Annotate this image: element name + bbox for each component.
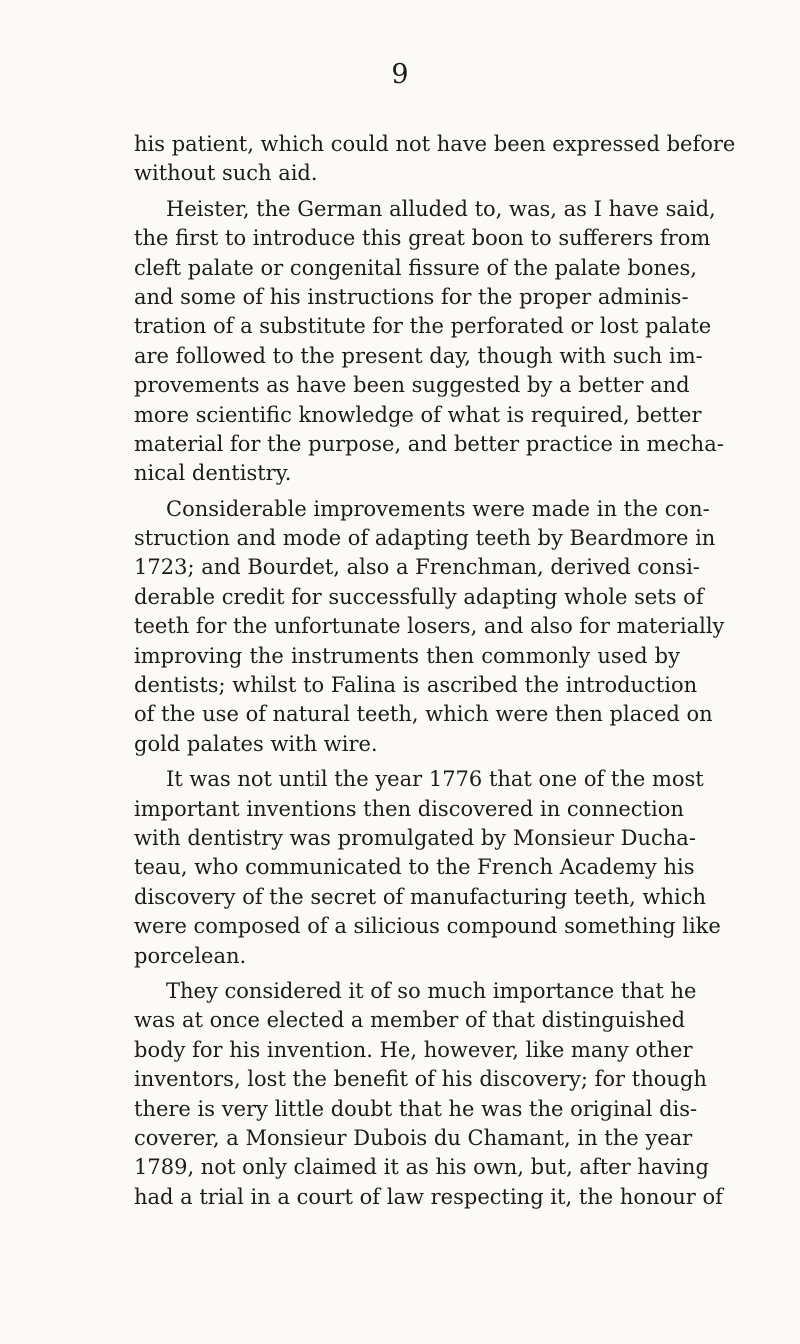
- text-line: important inventions then discovered in connection: [134, 796, 684, 821]
- text-line: there is very little doubt that he was the original dis-: [134, 1096, 698, 1121]
- text-line: were composed of a silicious compound something like: [134, 914, 721, 939]
- text-line: teeth for the unfortunate losers, and also for materially: [134, 614, 725, 639]
- page-number: 9: [391, 59, 409, 90]
- text-line: provements as have been suggested by a better and: [134, 373, 690, 398]
- text-line: struction and mode of adapting teeth by Beardmore in: [134, 526, 716, 551]
- text-line: 1789, not only claimed it as his own, but, after having: [134, 1155, 709, 1180]
- paragraph: [134, 195, 724, 489]
- text-line: Considerable improvements were made in the con-: [166, 496, 710, 521]
- text-line: They considered it of so much importance that he: [166, 978, 697, 1003]
- text-line: nical dentistry.: [134, 461, 292, 486]
- text-line: improving the instruments then commonly used by: [134, 643, 680, 668]
- text-line: dentists; whilst to Falina is ascribed the introduction: [134, 673, 698, 698]
- text-line: his patient, which could not have been expressed before: [134, 132, 736, 156]
- text-line: inventors, lost the benefit of his discovery; for though: [134, 1067, 707, 1092]
- text-line: Heister, the German alluded to, was, as I have said,: [166, 196, 716, 221]
- text-line: of the use of natural teeth, which were then placed on: [134, 702, 713, 727]
- text-line: derable credit for successfully adapting whole sets of: [134, 584, 704, 609]
- text-line: gold palates with wire.: [134, 731, 378, 756]
- text-line: the first to introduce this great boon to sufferers from: [134, 226, 711, 251]
- text-line: 1723; and Bourdet, also a Frenchman, derived consi-: [134, 555, 700, 580]
- text-line: coverer, a Monsieur Dubois du Chamant, in the year: [134, 1125, 693, 1150]
- text-line: had a trial in a court of law respecting it, the honour of: [134, 1184, 723, 1209]
- text-line: discovery of the secret of manufacturing teeth, which: [134, 884, 707, 909]
- paragraph: [134, 130, 736, 189]
- paragraph: [134, 977, 723, 1212]
- text-line: teau, who communicated to the French Academy his: [134, 855, 695, 880]
- paragraph: [134, 765, 721, 971]
- body-text: [134, 130, 736, 1218]
- text-line: was at once elected a member of that distinguished: [134, 1008, 686, 1033]
- paragraph: [134, 495, 725, 760]
- text-line: cleft palate or congenital fissure of the palate bones,: [134, 255, 697, 280]
- text-line: without such aid.: [134, 161, 318, 186]
- text-line: It was not until the year 1776 that one of the most: [166, 767, 704, 792]
- text-line: are followed to the present day, though with such im-: [134, 343, 703, 368]
- text-line: tration of a substitute for the perforated or lost palate: [134, 314, 712, 339]
- text-line: with dentistry was promulgated by Monsieur Ducha-: [134, 825, 696, 850]
- text-line: and some of his instructions for the proper adminis-: [134, 284, 689, 309]
- text-line: material for the purpose, and better practice in mecha-: [134, 431, 724, 456]
- text-line: body for his invention. He, however, like many other: [134, 1037, 693, 1062]
- text-line: porcelean.: [134, 943, 247, 968]
- text-line: more scientific knowledge of what is required, better: [134, 402, 702, 427]
